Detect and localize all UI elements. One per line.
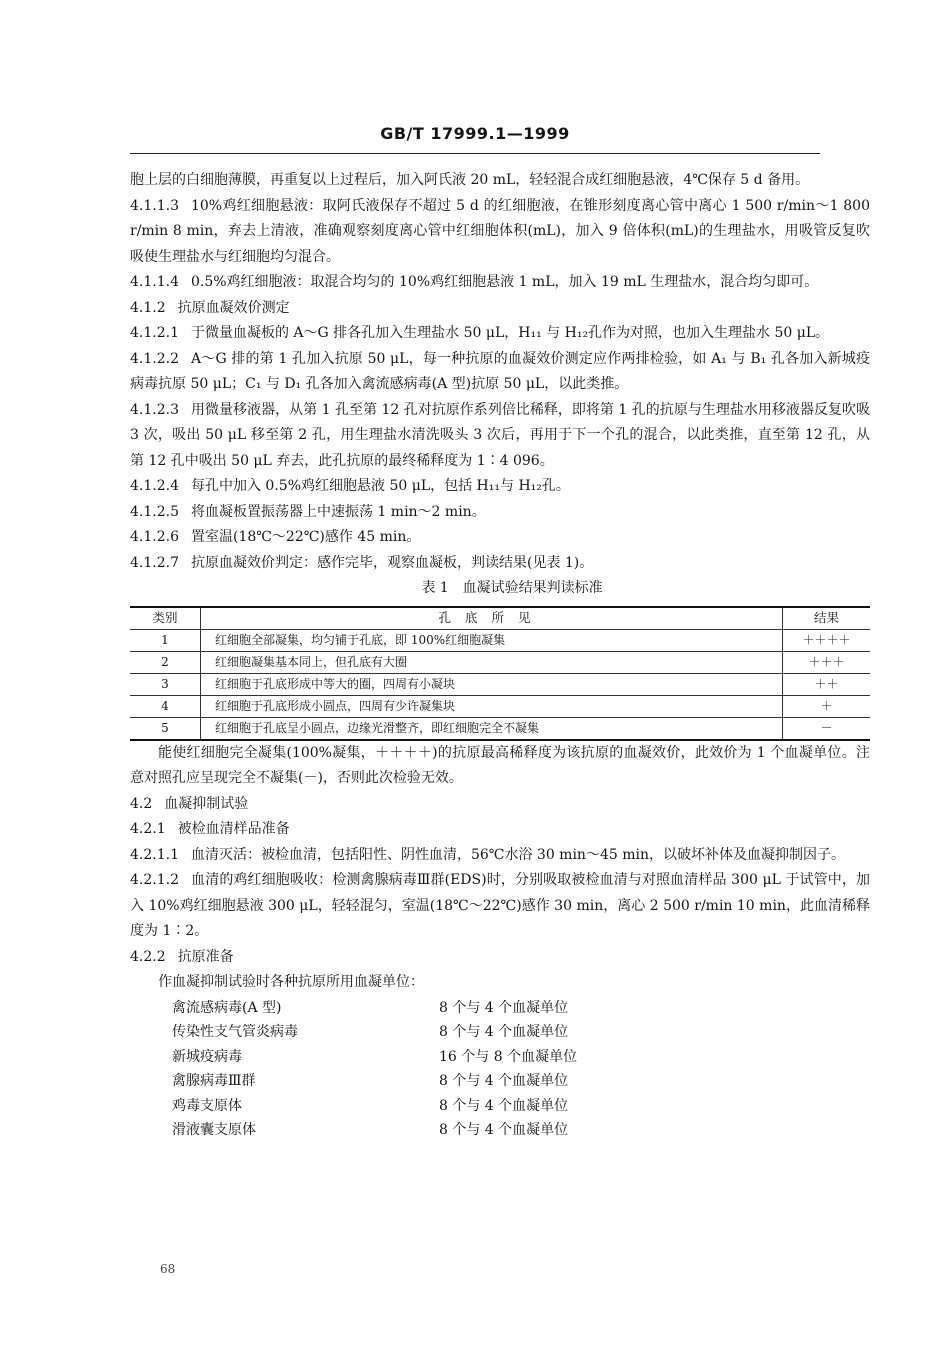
header-category: 类别 bbox=[130, 607, 201, 630]
observation-cell: 红细胞于孔底呈小圆点，边缘光滑整齐，即红细胞完全不凝集 bbox=[201, 717, 783, 740]
section-number: 4.1.2.1 bbox=[130, 325, 179, 341]
category-cell: 3 bbox=[130, 673, 201, 695]
paragraph-text: 血清灭活：被检血清，包括阳性、阴性血清，56℃水浴 30 min～45 min，以破坏补体及血凝抑制因子。 bbox=[190, 846, 845, 863]
section-number: 4.1.1.3 bbox=[130, 197, 179, 214]
result-cell: ＋＋＋＋ bbox=[783, 629, 871, 651]
observation-cell: 红细胞全部凝集，均匀铺于孔底，即 100%红细胞凝集 bbox=[201, 629, 783, 651]
paragraph-text: 10%鸡红细胞悬液：取阿氏液保存不超过 5 d 的红细胞液，在锥形刻度离心管中离心 1 500 r/min～1 800 r/min 8 min，弃去上清液，准确观察刻度离心管中红细胞体积(mL)，加入 9 倍体积(mL)的生理盐水，用吸管反复吹吸使生理盐水与红细胞均匀混合。 bbox=[130, 197, 870, 265]
paragraph-text: 血清的鸡红细胞吸收：检测禽腺病毒Ⅲ群(EDS)时，分别吸取被检血清与对照血清样品 300 μL 于试管中，加入 10%鸡红细胞悬液 300 μL，轻轻混匀，室温(18℃～22℃)感作 30 min，离心 2 500 r/min 10 min，此血清稀释度为 1∶2。 bbox=[130, 872, 870, 939]
paragraph-text: 置室温(18℃～22℃)感作 45 min。 bbox=[190, 529, 421, 545]
paragraph bbox=[130, 868, 870, 945]
section-number: 4.2.2 bbox=[130, 948, 166, 965]
result-cell: － bbox=[783, 717, 871, 740]
paragraph bbox=[130, 817, 870, 843]
paragraph-text: 作血凝抑制试验时各种抗原所用血凝单位： bbox=[158, 974, 424, 990]
section-number: 4.1.2.5 bbox=[130, 503, 179, 520]
paragraph-text: 将血凝板置振荡器上中速振荡 1 min～2 min。 bbox=[190, 503, 486, 520]
section-number: 4.1.2.6 bbox=[130, 529, 179, 545]
paragraph-text: 抗原准备 bbox=[177, 948, 234, 965]
list-item bbox=[130, 1069, 870, 1094]
paragraph-text: A～G 排的第 1 孔加入抗原 50 μL，每一种抗原的血凝效价测定应作两排检验，如 A₁ 与 B₁ 孔各加入新城疫病毒抗原 50 μL；C₁ 与 D₁ 孔各加入禽流感病毒(A 型)抗原 50 μL，以此类推。 bbox=[130, 350, 870, 392]
paragraph bbox=[130, 296, 870, 322]
paragraph bbox=[130, 970, 870, 996]
section-number: 4.1.1.4 bbox=[130, 274, 179, 290]
section-number: 4.1.2 bbox=[130, 299, 166, 316]
antigen-units: 8 个与 4 个血凝单位 bbox=[439, 1024, 569, 1040]
paragraph-text: 0.5%鸡红细胞液：取混合均匀的 10%鸡红细胞悬液 1 mL，加入 19 mL 生理盐水，混合均匀即可。 bbox=[190, 274, 819, 290]
table-caption: 表 1 血凝试验结果判读标准 bbox=[421, 580, 603, 596]
paragraph bbox=[130, 168, 870, 194]
paragraph-text: 胞上层的白细胞薄膜，再重复以上过程后，加入阿氏液 20 mL，轻轻混合成红细胞悬液，4℃保存 5 d 备用。 bbox=[130, 172, 810, 188]
document-header: GB/T 17999.1—1999 bbox=[380, 124, 570, 143]
paragraph-text: 能使红细胞完全凝集(100%凝集，＋＋＋＋)的抗原最高稀释度为该抗原的血凝效价，此效价为 1 个血凝单位。注意对照孔应呈现完全不凝集(－)，否则此次检验无效。 bbox=[130, 744, 870, 786]
antigen-name: 传染性支气管炎病毒 bbox=[172, 1024, 298, 1040]
antigen-name: 滑液囊支原体 bbox=[172, 1122, 256, 1138]
bottom-paragraphs bbox=[130, 741, 870, 996]
table-row bbox=[130, 629, 870, 651]
antigen-name: 新城疫病毒 bbox=[172, 1048, 242, 1065]
antigen-name: 禽流感病毒(A 型) bbox=[172, 999, 282, 1016]
antigen-units: 8 个与 4 个血凝单位 bbox=[439, 1097, 569, 1114]
antigen-list bbox=[130, 996, 870, 1143]
page-number: 68 bbox=[160, 1262, 176, 1276]
paragraph bbox=[130, 525, 870, 551]
result-cell: ＋＋ bbox=[783, 673, 871, 695]
paragraph bbox=[130, 500, 870, 526]
document-body bbox=[130, 168, 870, 1143]
paragraph-text: 抗原血凝效价判定：感作完毕，观察血凝板，判读结果(见表 1)。 bbox=[190, 554, 594, 571]
paragraph bbox=[130, 945, 870, 971]
table-row bbox=[130, 651, 870, 673]
antigen-units: 8 个与 4 个血凝单位 bbox=[439, 1073, 569, 1089]
observation-cell: 红细胞凝集基本同上，但孔底有大圈 bbox=[201, 651, 783, 673]
paragraph-text: 用微量移液器，从第 1 孔至第 12 孔对抗原作系列倍比稀释，即将第 1 孔的抗原与生理盐水用移液器反复吹吸 3 次，吸出 50 μL 移至第 2 孔，用生理盐水清洗吸头 3 次后，再用于下一个孔的混合，以此类推，直至第 12 孔，从第 12 孔中吸出 50 μL 弃去，此孔抗原的最终稀释度为 1∶4 096。 bbox=[130, 401, 870, 469]
antigen-name: 禽腺病毒Ⅲ群 bbox=[172, 1073, 256, 1089]
table-header-row bbox=[130, 607, 870, 630]
list-item bbox=[130, 1020, 870, 1045]
antigen-units: 8 个与 4 个血凝单位 bbox=[439, 1122, 569, 1138]
table-row bbox=[130, 673, 870, 695]
paragraph bbox=[130, 270, 870, 296]
header-rule bbox=[130, 153, 820, 154]
antigen-name: 鸡毒支原体 bbox=[172, 1097, 242, 1114]
observation-cell: 红细胞于孔底形成中等大的圈，四周有小凝块 bbox=[201, 673, 783, 695]
antigen-units: 16 个与 8 个血凝单位 bbox=[439, 1048, 578, 1065]
table-body bbox=[130, 629, 870, 740]
header-observation: 孔底所见 bbox=[201, 607, 783, 630]
category-cell: 2 bbox=[130, 651, 201, 673]
result-criteria-table bbox=[130, 606, 870, 741]
paragraph-text: 于微量血凝板的 A～G 排各孔加入生理盐水 50 μL，H₁₁ 与 H₁₂孔作为对照，也加入生理盐水 50 μL。 bbox=[190, 325, 830, 341]
table-row bbox=[130, 717, 870, 740]
paragraph-text: 抗原血凝效价测定 bbox=[177, 299, 290, 316]
section-number: 4.1.2.4 bbox=[130, 478, 179, 494]
paragraph bbox=[130, 347, 870, 398]
paragraph-text: 被检血清样品准备 bbox=[177, 821, 290, 837]
observation-cell: 红细胞于孔底形成小圆点，四周有少许凝集块 bbox=[201, 695, 783, 717]
paragraph-text: 每孔中加入 0.5%鸡红细胞悬液 50 μL，包括 H₁₁与 H₁₂孔。 bbox=[190, 478, 570, 494]
paragraph bbox=[130, 474, 870, 500]
category-cell: 1 bbox=[130, 629, 201, 651]
section-number: 4.2.1 bbox=[130, 821, 166, 837]
paragraph-text: 血凝抑制试验 bbox=[164, 795, 249, 812]
section-number: 4.1.2.3 bbox=[130, 401, 179, 418]
section-number: 4.2.1.1 bbox=[130, 846, 179, 863]
list-item bbox=[130, 1118, 870, 1143]
section-number: 4.2.1.2 bbox=[130, 872, 179, 888]
result-cell: ＋＋＋ bbox=[783, 651, 871, 673]
header-result: 结果 bbox=[783, 607, 871, 630]
paragraph bbox=[130, 843, 870, 869]
result-cell: ＋ bbox=[783, 695, 871, 717]
category-cell: 4 bbox=[130, 695, 201, 717]
paragraph bbox=[130, 792, 870, 818]
section-number: 4.1.2.2 bbox=[130, 350, 179, 367]
paragraph bbox=[130, 741, 870, 792]
paragraph bbox=[130, 398, 870, 475]
paragraph bbox=[130, 551, 870, 577]
section-number: 4.2 bbox=[130, 795, 153, 812]
list-item bbox=[130, 996, 870, 1021]
paragraph bbox=[130, 321, 870, 347]
list-item bbox=[130, 1094, 870, 1119]
category-cell: 5 bbox=[130, 717, 201, 740]
paragraph bbox=[130, 194, 870, 271]
section-number: 4.1.2.7 bbox=[130, 554, 179, 571]
top-paragraphs bbox=[130, 168, 870, 576]
table-row bbox=[130, 695, 870, 717]
antigen-units: 8 个与 4 个血凝单位 bbox=[439, 999, 569, 1016]
list-item bbox=[130, 1045, 870, 1070]
